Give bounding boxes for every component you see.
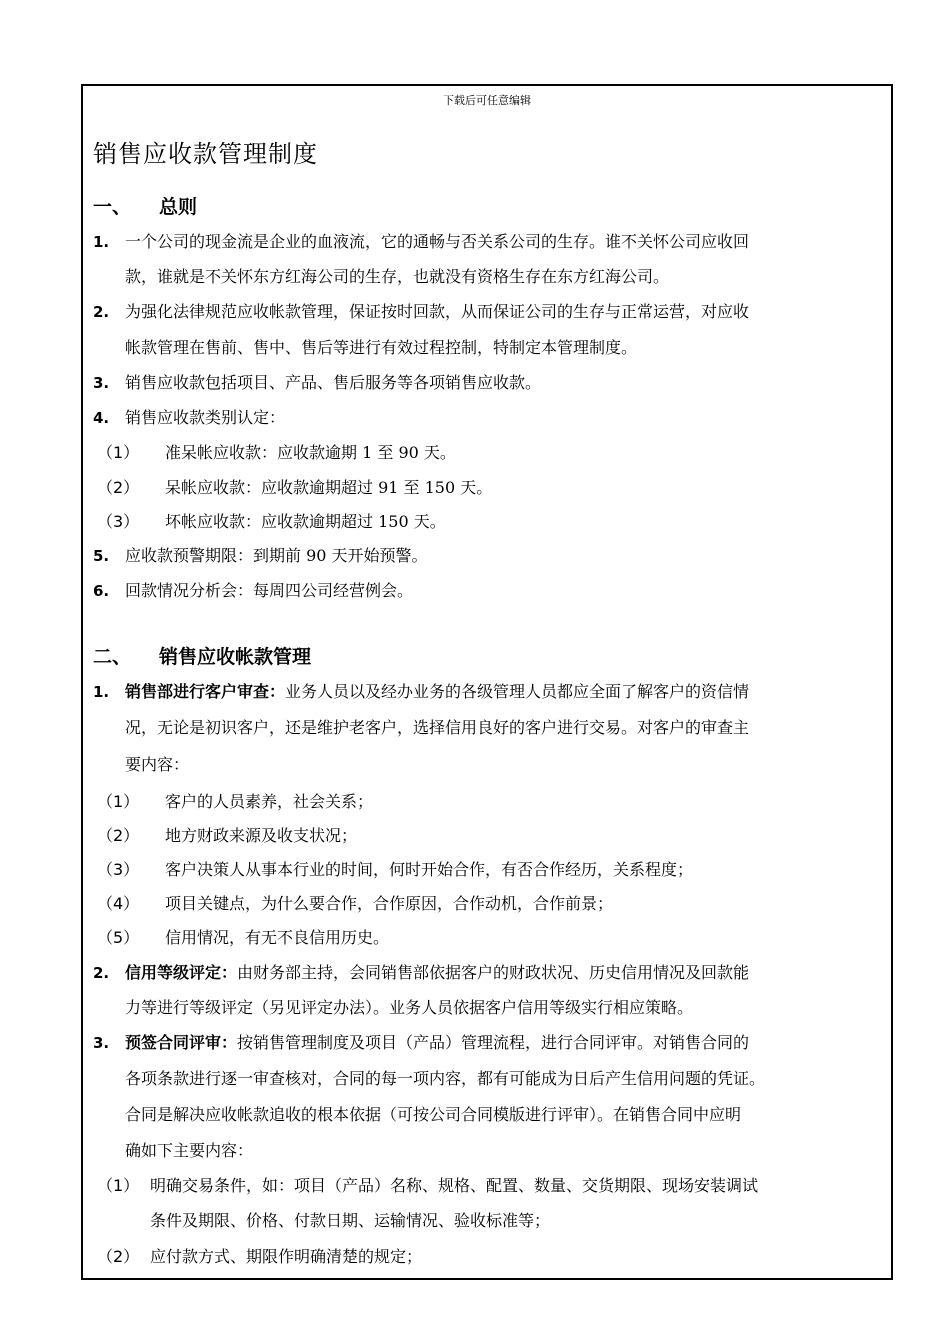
- section-2-title: 销售应收帐款管理: [159, 646, 312, 668]
- header-note: 下载后可任意编辑: [443, 94, 531, 107]
- document-frame: 下载后可任意编辑 销售应收款管理制度 一、 总则 1. 一个公司的现金流是企业的血液流，它的通畅与否关系公司的生存。谁不关怀公司应收回 款，谁就是不关怀东方红海公司的生存，也就没有资格生存在东方红海公司。 2. 为强化法律规范应收帐款管理，保证按时回款，从而保证公司的生存与正常运营，对应收 帐款管理在售前、售中、售后等进行有效过程控制，特制定本管理制度。 3. 销售应收款包括项目、产品、售后服务等各项销售应收款。 4. 销售应收款类别认定： （1） 准呆帐应收款：应收款逾期 1 至 90 天。 （2） 呆帐应收款：应收款逾期超过 91 至 150 天。 （3） 坏帐应收款：应收款逾期超过 150 天。 5. 应收款预警期限：到期前 90 天开始预警。 6. 回款情况分析会：每周四公司经营例会。 二、 销售应收帐款管理 1. 销售部进行客户审查：业务人员以及经办业务的各级管理人员都应全面了解客户的资信情 况，无论是初识客户，还是维护老客户，选择信用良好的客户进行交易。对客户的审查主 要内容： （1） 客户的人员素养，社会关系； （2） 地方财政来源及收支状况； （3） 客户决策人从事本行业的时间，何时开始合作，有否合作经历，关系程度； （4） 项目关键点，为什么要合作，合作原因，合作动机，合作前景； （5） 信用情况，有无不良信用历史。 2. 信用等级评定：由财务部主持，会同销售部依据客户的财政状况、历史信用情况及回款能 力等进行等级评定（另见评定办法）。业务人员依据客户信用等级实行相应策略。 3. 预签合同评审：按销售管理制度及项目（产品）管理流程，进行合同评审。对销售合同的 各项条款进行逐一审查核对，合同的每一项内容，都有可能成为日后产生信用问题的凭证。 合同是解决应收帐款追收的根本依据（可按公司合同模版进行评审）。在销售合同中应明 确如下主要内容： （1） 明确交易条件，如：项目（产品）名称、规格、配置、数量、交货期限、现场安装调试 条件及期限、价格、付款日期、运输情况、验收标准等； （2） 应付款方式、期限作明确清楚的规定；: [81, 84, 893, 1280]
- item-lead: 预签合同评审：: [125, 1033, 238, 1052]
- section-1-title: 总则: [159, 196, 198, 218]
- section-2-number: 二、: [93, 646, 132, 668]
- section-1-number: 一、: [93, 196, 132, 218]
- section-1-heading: [93, 192, 197, 219]
- document-title: 销售应收款管理制度: [93, 140, 318, 168]
- item-lead: 信用等级评定：: [125, 963, 238, 982]
- section-2-heading: [93, 642, 311, 669]
- item-lead: 销售部进行客户审查：: [125, 682, 286, 701]
